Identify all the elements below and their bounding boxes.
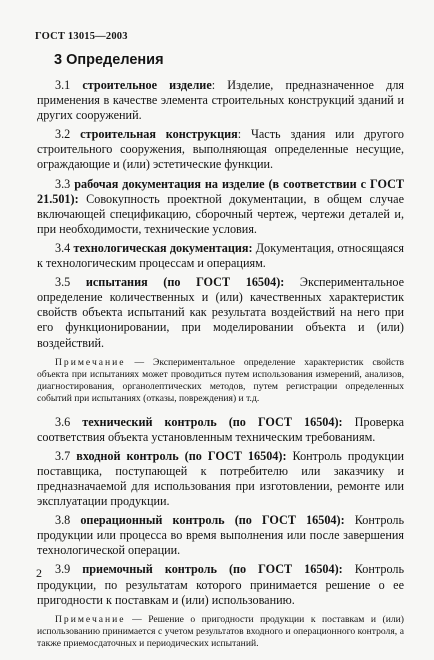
definition-term: строительная конструкция — [80, 127, 238, 142]
definition-term: входной контроль (по ГОСТ 16504): — [76, 448, 287, 463]
definition-3-5 — [37, 275, 404, 350]
definition-number: 3.9 — [55, 562, 83, 577]
definition-3-7 — [37, 449, 404, 509]
definition-text: Документация, относящаяся к технологическим процессам и операциям. — [37, 240, 404, 271]
definition-number: 3.3 — [55, 176, 75, 191]
definition-term: приемочный контроль (по ГОСТ 16504): — [82, 562, 343, 577]
definition-number: 3.6 — [55, 414, 83, 429]
definition-number: 3.2 — [55, 127, 81, 142]
definition-3-8 — [37, 513, 404, 558]
definition-3-2 — [37, 127, 404, 172]
note-label: Примечание — [55, 613, 126, 625]
definition-text: Проверка соответствия объекта установленным техническим требованиям. — [37, 414, 404, 444]
definition-number: 3.5 — [55, 275, 86, 290]
note-text: — Решение о пригодности продукции к поставкам и (или) использованию принимается с учетом результатов входного и операционного контроля, а также приемосдаточных и периодических испытаний. — [37, 613, 404, 649]
note-2 — [37, 614, 404, 650]
definition-term: технологическая документация: — [73, 240, 253, 255]
definition-text: Контроль продукции, по результатам которого принимается решение о ее пригодности к поставкам и (или) использованию. — [37, 562, 405, 607]
definition-text: Экспериментальное определение количественных и (или) качественных характеристик свойств объекта испытаний как результата воздействий на него при его функционировании, при моделировании объекта и (или) воздействий. — [37, 275, 404, 350]
running-header: ГОСТ 13015—2003 — [35, 31, 128, 42]
definition-text: Контроль продукции поставщика, поступающей к потребителю или заказчику и предназначаемой для использования при изготовлении, ремонте или эксплуатации продукции. — [37, 448, 404, 509]
definition-term: технический контроль (по ГОСТ 16504): — [82, 414, 343, 429]
definition-term: строительное изделие — [82, 78, 212, 92]
definition-number: 3.7 — [55, 448, 77, 463]
definition-term: испытания (по ГОСТ 16504): — [85, 275, 285, 290]
note-text: — Экспериментальное определение характеристик свойств объекта при испытаниях может проводиться путем использования измерений, анализов, диагностирования, органолептических методов, путем регистрации определенных событий при испытаниях (отказы, повреждения) и т.д. — [37, 356, 404, 404]
definition-term: рабочая документация на изделие (в соответствии с ГОСТ 21.501): — [37, 176, 405, 206]
definition-number: 3.8 — [55, 513, 81, 528]
definition-number: 3.4 — [55, 240, 74, 255]
definition-3-4 — [37, 241, 404, 271]
definition-number: 3.1 — [55, 78, 83, 92]
definition-text: : Часть здания или другого строительного сооружения, выполняющая определенные несущие, ограждающие и (или) эстетические функции. — [37, 127, 404, 172]
definition-3-6 — [37, 415, 404, 445]
page-number: 2 — [36, 566, 42, 580]
definition-3-9 — [37, 562, 404, 607]
definition-3-3 — [37, 177, 404, 237]
section-title: 3 Определения — [54, 52, 164, 68]
note-1 — [37, 357, 404, 405]
definitions-body — [37, 78, 404, 660]
definition-3-1 — [37, 78, 404, 123]
definition-term: операционный контроль (по ГОСТ 16504): — [80, 513, 345, 528]
definition-text: Контроль продукции или процесса во время выполнения или после завершения технологической операции. — [37, 513, 405, 558]
note-label: Примечание — [55, 356, 126, 368]
definition-text: : Изделие, предназначенное для применения в качестве элемента строительных конструкций зданий и других сооружений. — [37, 78, 405, 123]
definition-text: Совокупность проектной документации, в общем случае включающей спецификацию, сборочный чертеж, чертежи деталей и, при необходимости, технические условия. — [37, 191, 404, 236]
